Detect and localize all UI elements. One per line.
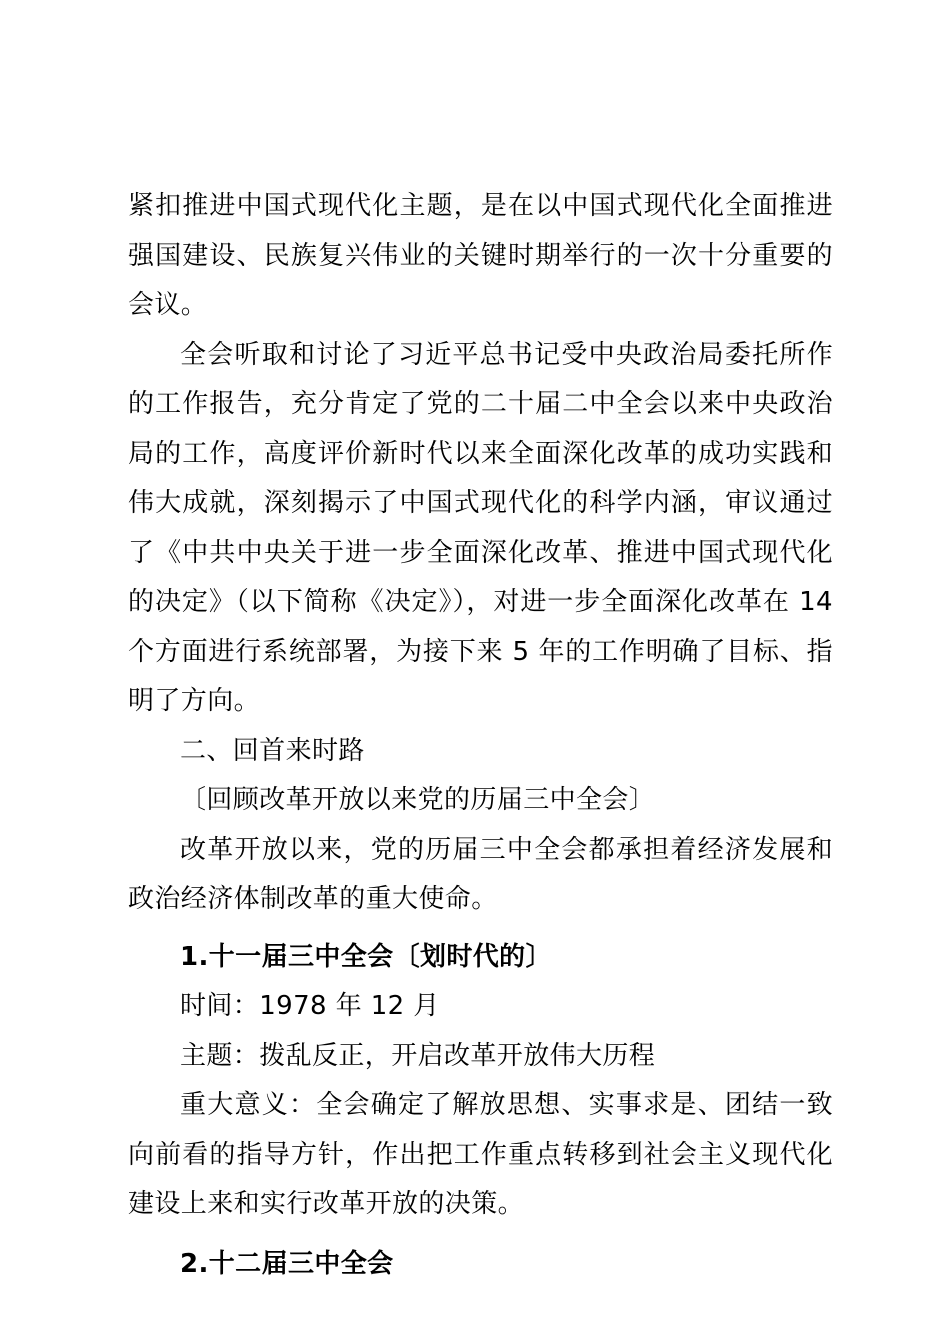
- plenum-theme: 主题：拨乱反正，开启改革开放伟大历程: [180, 1040, 656, 1071]
- plenum-significance: 重大意义：全会确定了解放思想、实事求是、团结一致向前看的指导方针，作出把工作重点转移到社会主义现代化建设上来和实行改革开放的决策。: [128, 1090, 833, 1219]
- heading-12th-third-plenum: 2.十二届三中全会: [180, 1248, 394, 1279]
- paragraph-plenum-report: 全会听取和讨论了习近平总书记受中央政治局委托所作的工作报告，充分肯定了党的二十届二中全会以来中央政治局的工作，高度评价新时代以来全面深化改革的成功实践和伟大成就，深刻揭示了中国式现代化的科学内涵，审议通过了《中共中央关于进一步全面深化改革、推进中国式现代化的决定》（以下简称《决定》），对进一步全面深化改革在 14 个方面进行系统部署，为接下来 5 年的工作明确了目标、指明了方向。: [128, 339, 833, 716]
- section-heading-look-back: 二、回首来时路: [180, 735, 365, 766]
- section-subtitle: 〔回顾改革开放以来党的历届三中全会〕: [180, 785, 656, 815]
- document-body: [128, 182, 833, 1289]
- plenum-time: 时间：1978 年 12 月: [180, 991, 440, 1021]
- paragraph-reform-overview: 改革开放以来，党的历届三中全会都承担着经济发展和政治经济体制改革的重大使命。: [128, 834, 833, 914]
- paragraph-intro-continuation: 紧扣推进中国式现代化主题，是在以中国式现代化全面推进强国建设、民族复兴伟业的关键时期举行的一次十分重要的会议。: [128, 191, 833, 320]
- heading-11th-third-plenum: 1.十一届三中全会〔划时代的〕: [180, 941, 552, 972]
